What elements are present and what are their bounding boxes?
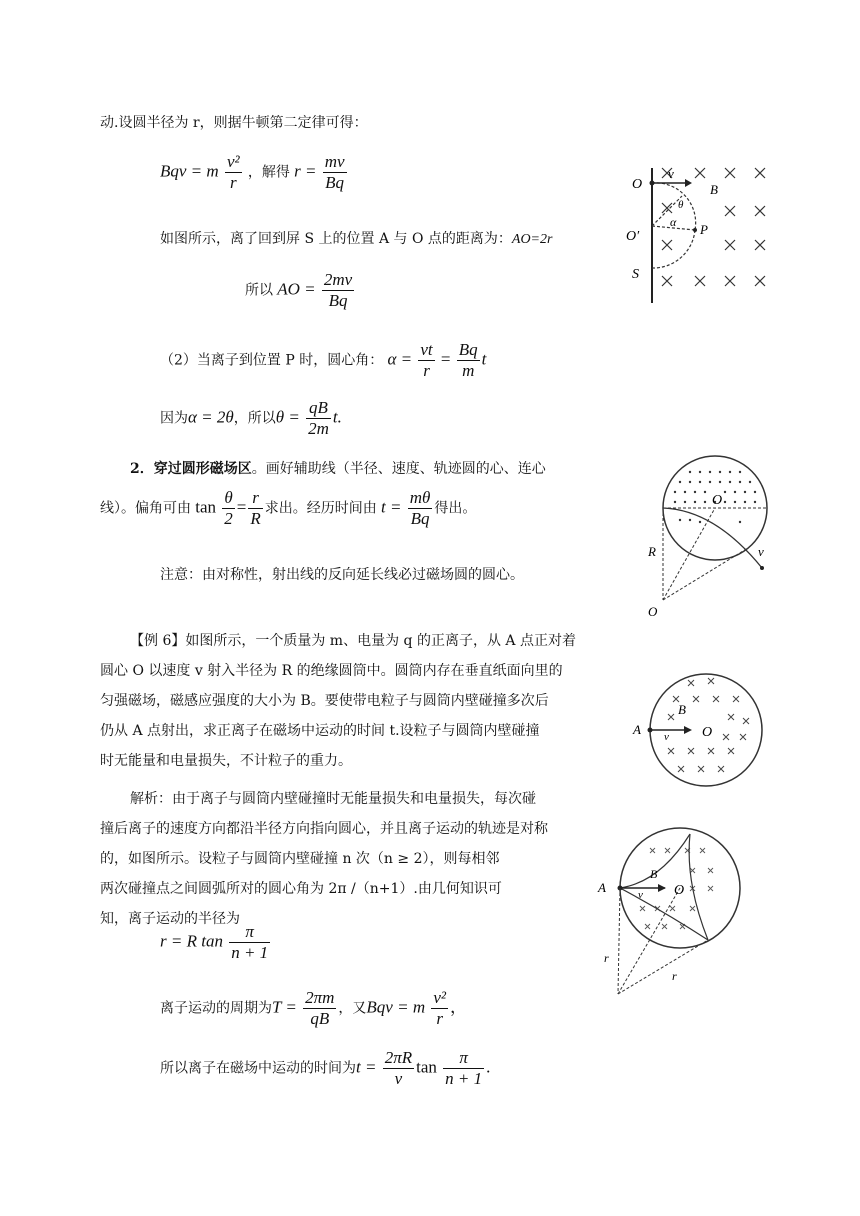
solution-line2: 撞后离子的速度方向都沿半径方向指向圆心，并且离子运动的轨迹是对称 xyxy=(100,821,548,837)
eq-t-num: 2πR xyxy=(384,1048,413,1067)
eq-T-den2: r xyxy=(436,1009,443,1028)
fig4-label-r2: r xyxy=(672,969,677,983)
eq-t-den2: n + 1 xyxy=(445,1069,483,1088)
example6-line2: 圆心 O 以速度 v 射入半径为 R 的绝缘圆筒中。圆筒内存在垂直纸面向里的 xyxy=(100,663,563,679)
eq4-eq: = xyxy=(440,349,451,369)
fig4-label-A: A xyxy=(598,880,606,895)
section-circular-field xyxy=(130,458,546,478)
p5-mid: ，所以 xyxy=(233,410,276,427)
eq-T-pre: 离子运动的周期为 xyxy=(160,1000,272,1017)
fig1-label-v: v xyxy=(668,166,674,181)
s2-t-lhs: t = xyxy=(381,497,402,517)
eq1-lhs: Bqv = m xyxy=(160,161,219,181)
s2-t-den: Bq xyxy=(410,509,430,528)
eq-T-end: ， xyxy=(450,997,468,1017)
eq5-den: 2m xyxy=(308,419,329,438)
eq-t-end: . xyxy=(486,1057,491,1077)
eq4-den2: m xyxy=(462,361,475,380)
solution-line5: 知，离子运动的半径为 xyxy=(100,911,240,927)
s2-tan-num2: r xyxy=(248,488,262,509)
eq3-lhs: AO = xyxy=(277,279,316,299)
eq5-lhs: θ = xyxy=(275,407,300,427)
eq1-mid: ，解得 xyxy=(247,164,290,181)
solution-line4: 两次碰撞点之间圆弧所对的圆心角为 2π /（n+1）.由几何知识可 xyxy=(100,881,502,897)
equation-theta xyxy=(160,398,342,439)
eq4-num2: Bq xyxy=(458,340,478,359)
fig1-label-O: O xyxy=(632,177,643,192)
figure-screen-field xyxy=(620,158,780,308)
solution-line3: 的，如图所示。设粒子与圆筒内壁碰撞 n 次（n ≥ 2），则每相邻 xyxy=(100,851,500,867)
eq-t-den: v xyxy=(394,1069,403,1088)
s2-line2b: 求出。经历时间由 xyxy=(264,500,377,517)
section-formulas xyxy=(100,488,476,529)
s2-t-num: mθ xyxy=(409,488,431,507)
fig2-label-v: v xyxy=(758,544,764,559)
eq-t-num2: π xyxy=(443,1048,484,1069)
fig3-label-A: A xyxy=(633,722,641,737)
eq-t-tan: tan xyxy=(416,1057,437,1077)
fig3-label-O: O xyxy=(702,725,713,740)
eq1-den: r xyxy=(229,173,237,192)
eq1-num2: mv xyxy=(324,152,345,171)
equation-period xyxy=(160,988,467,1029)
equation-radius xyxy=(160,922,272,963)
fig2-label-O2: O xyxy=(648,604,658,619)
eq4-t: t xyxy=(481,349,487,369)
fig1-label-theta: θ xyxy=(678,199,684,211)
example6-line4: 仍从 A 点射出，求正离子在磁场中运动的时间 t.设粒子与圆筒内壁碰撞 xyxy=(100,723,540,739)
paragraph-position xyxy=(160,228,552,248)
example6-line5: 时无能量和电量损失，不计粒子的重力。 xyxy=(100,753,352,769)
solution-line1: 解析：由于离子与圆筒内壁碰撞时无能量损失和电量损失，每次碰 xyxy=(130,791,536,807)
p2-text: 如图所示，离了回到屏 S 上的位置 A 与 O 点的距离为： xyxy=(160,231,512,247)
fig2-label-O: O xyxy=(712,493,723,508)
fig1-label-alpha: α xyxy=(670,215,677,229)
eq5-t: t. xyxy=(332,407,342,427)
eq-r-den: n + 1 xyxy=(231,943,269,962)
fig2-label-R: R xyxy=(648,544,656,559)
eq4-den: r xyxy=(423,361,430,380)
fig4-label-r1: r xyxy=(604,951,609,965)
s2-line2a: 线）。偏角可由 xyxy=(100,500,191,517)
fig1-label-O2: O′ xyxy=(626,229,640,244)
s2-tan-num: θ xyxy=(222,488,235,509)
eq1-den2: Bq xyxy=(325,173,345,192)
fig1-label-B: B xyxy=(710,182,718,197)
eq-r-num: π xyxy=(229,922,270,943)
fig1-label-P: P xyxy=(700,222,708,237)
eq-t-lhs: t = xyxy=(356,1057,377,1077)
equation-AO xyxy=(245,270,356,311)
example6-line3: 匀强磁场，磁感应强度的大小为 B。要使带电粒子与圆筒内壁碰撞多次后 xyxy=(100,693,549,709)
fig4-label-v: v xyxy=(638,889,643,901)
eq1-r: r = xyxy=(294,161,317,181)
p2-value: AO=2r xyxy=(511,232,553,247)
fig4-label-B: B xyxy=(650,867,658,881)
p4-pre: （2）当离子到位置 P 时，圆心角： xyxy=(160,352,384,369)
fig1-label-S: S xyxy=(632,267,639,282)
p5-pre: 因为 xyxy=(160,410,188,427)
s2-tan-lhs: tan xyxy=(195,497,217,517)
example6-line1: 【例 6】如图所示，一个质量为 m、电量为 q 的正离子，从 A 点正对着 xyxy=(130,633,576,649)
fig3-label-B: B xyxy=(678,702,686,717)
eq-T-den: qB xyxy=(310,1009,330,1028)
figure-trajectory xyxy=(590,822,760,1002)
eq3-den: Bq xyxy=(328,291,348,310)
eq-T-num2: v² xyxy=(433,988,447,1007)
eq5-num: qB xyxy=(306,398,331,419)
eq3-num: 2mv xyxy=(323,270,353,289)
eq-r-lhs: r = R tan xyxy=(160,931,223,951)
s2-tan-eq: = xyxy=(236,497,247,517)
s2-line2c: 得出。 xyxy=(434,500,477,517)
eq4-num: vt xyxy=(420,340,433,359)
paragraph-intro: 动.设圆半径为 r，则据牛顿第二定律可得： xyxy=(100,115,368,131)
figure-circular-dots xyxy=(640,450,780,620)
s2-tan-den2: R xyxy=(250,509,261,528)
eq4-lhs: α = xyxy=(387,349,413,369)
note-symmetry: 注意：由对称性，射出线的反向延长线必过磁场圆的圆心。 xyxy=(160,567,524,583)
eq-T-mid: ，又 xyxy=(338,1000,367,1017)
eq-T-num: 2πm xyxy=(305,988,335,1007)
fig3-label-v: v xyxy=(664,731,669,743)
section-title: 2．穿过圆形磁场区 xyxy=(130,461,252,477)
eq-T-lhs: T = xyxy=(272,997,297,1017)
equation-newton xyxy=(160,152,349,193)
p5-alpha: α = 2θ xyxy=(188,407,234,427)
equation-angle xyxy=(160,340,486,381)
equation-time xyxy=(160,1048,490,1089)
p3-pre: 所以 xyxy=(245,282,273,299)
figure-cylinder xyxy=(628,668,768,798)
section-text: 。画好辅助线（半径、速度、轨迹圆的心、连心 xyxy=(251,461,546,477)
eq1-num: v² xyxy=(226,152,240,171)
eq-T-lhs2: Bqv = m xyxy=(366,997,426,1017)
fig4-label-O: O xyxy=(674,883,685,898)
eq-t-pre: 所以离子在磁场中运动的时间为 xyxy=(160,1060,356,1077)
s2-tan-den: 2 xyxy=(224,509,233,528)
